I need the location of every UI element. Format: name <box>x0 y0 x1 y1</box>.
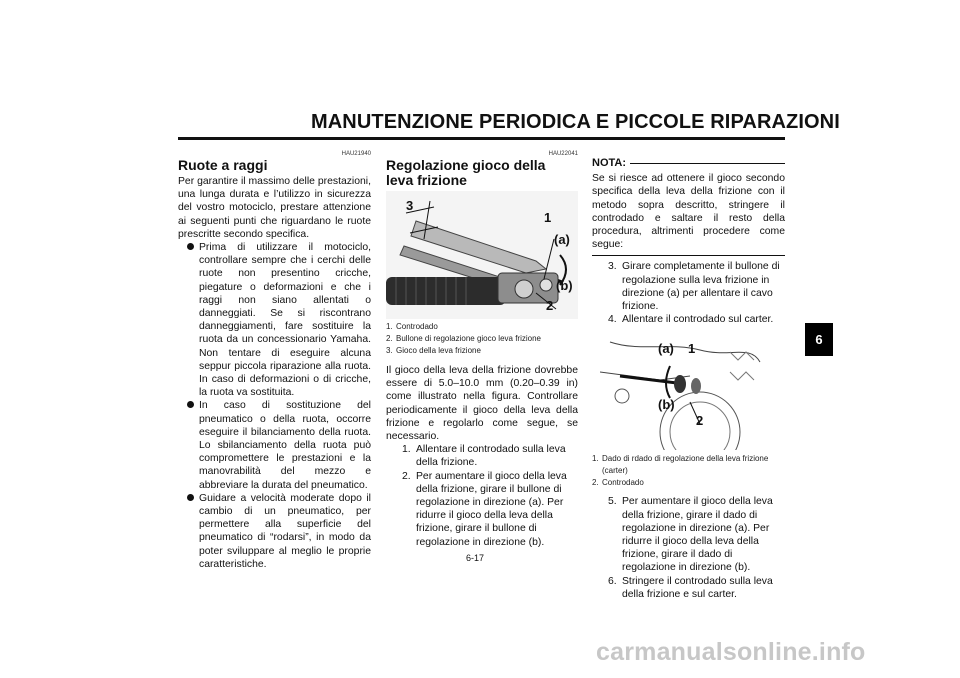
caption-item: 1. Controdado <box>386 322 438 331</box>
figure-label-a: (a) <box>658 341 674 357</box>
bullet-text: In caso di sostituzione del pneumatico o della ruota, occorre eseguire il bilanciamento della ruota. Lo sbilanciamento della ruota può compromettere le prestazioni e la manovrabilità del mezzo e abbreviare la durata del pneumatico. <box>199 400 371 491</box>
intro-paragraph: Per garantire il massimo delle prestazioni, una lunga durata e l’utilizzo in sicurezza del vostro motociclo, prestare attenzione ai seguenti punti che riguardano le ruote prescritte secondo specifica. <box>178 176 371 240</box>
figure-label-b: (b) <box>658 397 675 413</box>
section-heading: Ruote a raggi <box>178 157 268 173</box>
nota-heading: NOTA: <box>592 157 785 170</box>
figure-label-3: 3 <box>406 198 414 213</box>
figure-label-a: (a) <box>554 232 570 247</box>
step-item: 1. Allentare il controdado sulla leva della frizione. <box>402 444 566 469</box>
page-number: 6-17 <box>466 553 485 563</box>
page-title: MANUTENZIONE PERIODICA E PICCOLE RIPARAZIONI <box>311 111 840 133</box>
figure-label-1: 1 <box>544 210 552 225</box>
caption-item: 2. Controdado <box>592 478 644 488</box>
bullet-text: Prima di utilizzare il motociclo, controllare sempre che i cerchi delle ruote non presentino cricche, piegature o deformazioni e che i raggi non siano allentati o danneggiati. Se si riscontrano danneggiamenti, fare sostituire la ruota da un concessionario Yamaha. Non tentare di eseguire alcuna seppur piccola riparazione alla ruota. In caso di deformazioni o di cricche, la ruota va sostituita. <box>199 242 371 399</box>
caption-item: 1. Dado di rdado di regolazione della leva frizione (carter) <box>592 454 769 476</box>
nota-rule <box>630 163 785 164</box>
crankcase-drawing <box>600 332 768 450</box>
watermark: carmanualsonline.info <box>596 638 866 666</box>
bullet-dot-icon <box>187 401 194 408</box>
step-item: 6. Stringere il controdado sulla leva della frizione e sul carter. <box>608 575 773 600</box>
step-item: 3. Girare completamente il bullone di regolazione sulla leva frizione in direzione (a) per allentare il cavo frizione. <box>608 261 780 313</box>
figure-caption <box>592 453 785 489</box>
nota-paragraph: Se si riesce ad ottenere il gioco secondo specifica della leva della frizione con il metodo sopra descritto, stringere il controdado e saltare il resto della procedura, altrimenti procedere come segue: <box>592 173 785 251</box>
section-code: HAU21940 <box>341 151 371 157</box>
step-item: 2. Per aumentare il gioco della leva della frizione, girare il bullone di regolazione in direzione (a). Per ridurre il gioco della leva della frizione, girare il bullone di regolazione in direzione (b). <box>402 470 567 548</box>
title-rule <box>178 137 785 140</box>
figure-label-b: (b) <box>556 278 573 293</box>
steps-group <box>592 495 785 601</box>
body-paragraph: Il gioco della leva della frizione dovrebbe essere di 5.0–10.0 mm (0.20–0.39 in) come illustrato nella figura. Controllare periodicamente il gioco della leva della frizione e regolarlo come segue, se necessario. <box>386 365 578 443</box>
figure-label-2: 2 <box>696 413 704 429</box>
right-column <box>592 157 785 601</box>
figure-label-2: 2 <box>546 298 554 313</box>
bullet-dot-icon <box>187 494 194 501</box>
step-item: 4. Allentare il controdado sul carter. <box>608 314 774 326</box>
crankcase-figure <box>600 332 768 450</box>
chapter-tab: 6 <box>805 323 833 356</box>
bullet-item <box>178 241 371 399</box>
caption-item: 3. Gioco della leva frizione <box>386 346 481 355</box>
left-column <box>178 150 371 571</box>
bullet-text: Guidare a velocità moderate dopo il cambio di un pneumatico, per permettere alla superficie del pneumatico di “rodarsi”, in modo da poter sviluppare al meglio le proprie caratteristiche. <box>199 492 371 570</box>
bullet-item <box>178 492 371 571</box>
clutch-lever-figure <box>386 191 578 319</box>
figure-caption <box>386 321 578 357</box>
caption-item: 2. Bullone di regolazione gioco leva frizione <box>386 334 541 343</box>
section-code: HAU22041 <box>548 151 578 157</box>
bullet-item <box>178 399 371 491</box>
middle-column <box>386 150 578 549</box>
figure-label-1: 1 <box>688 341 696 357</box>
bullet-dot-icon <box>187 243 194 250</box>
nota-end-rule <box>592 255 785 256</box>
step-item: 5. Per aumentare il gioco della leva della frizione, girare il dado di regolazione in direzione (a). Per ridurre il gioco della leva della frizione, girare il dado di regolazione in direzione (b). <box>608 496 773 574</box>
section-heading: Regolazione gioco della leva frizione <box>386 157 546 188</box>
